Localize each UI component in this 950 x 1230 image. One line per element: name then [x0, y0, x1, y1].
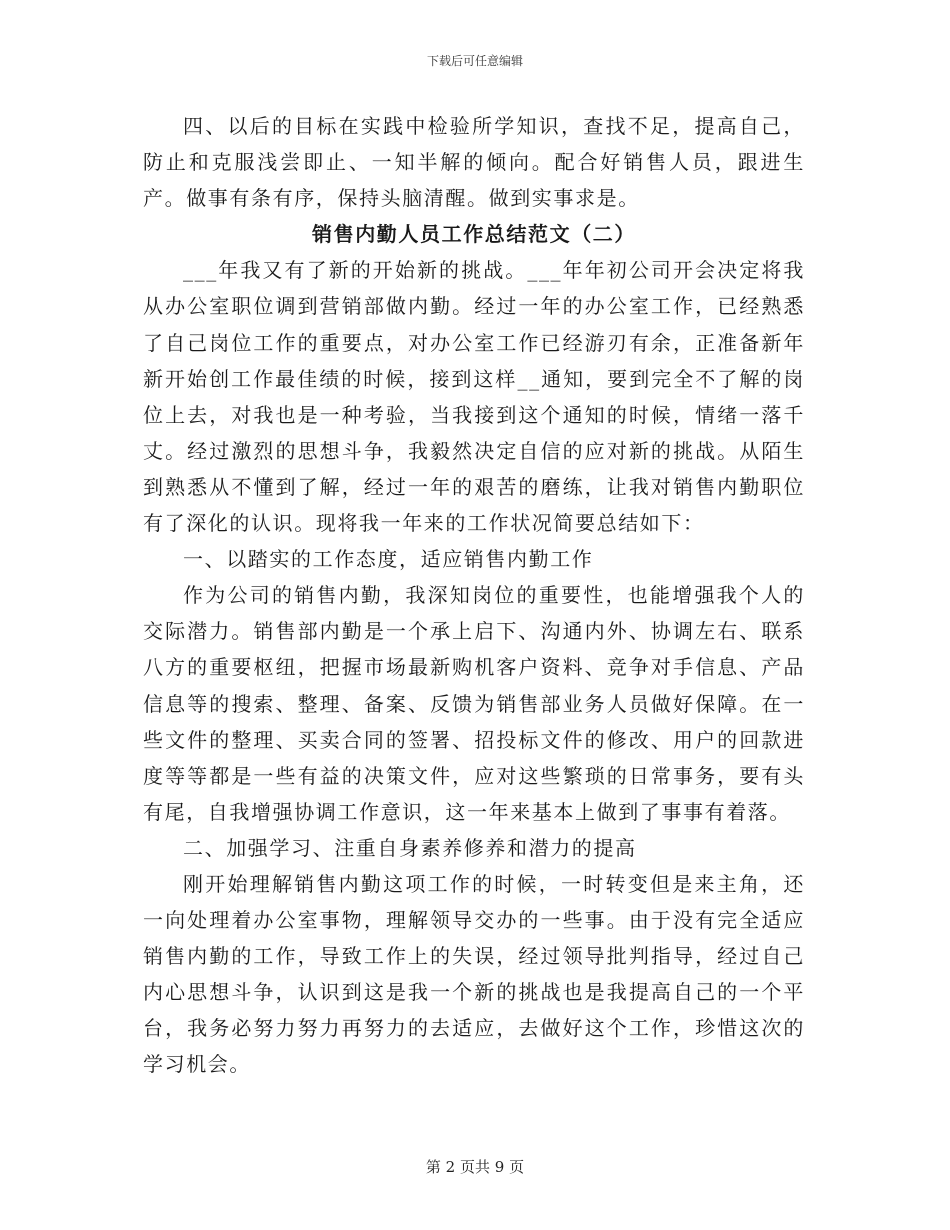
paragraph-role: 作为公司的销售内勤，我深知岗位的重要性，也能增强我个人的交际潜力。销售部内勤是一个承上启下、沟通内外、协调左右、联系八方的重要枢纽，把握市场最新购机客户资料、竞争对手信息、产品信息等的搜索、整理、备案、反馈为销售部业务人员做好保障。在一些文件的整理、买卖合同的签署、招投标文件的修改、用户的回款进度等等都是一些有益的决策文件，应对这些繁琐的日常事务，要有头有尾，自我增强协调工作意识，这一年来基本上做到了事事有着落。 — [143, 583, 805, 824]
page-footer: 第 2 页共 9 页 — [425, 1158, 525, 1176]
document-body — [143, 108, 805, 1083]
heading-one: 一、以踏实的工作态度，适应销售内勤工作 — [183, 547, 594, 572]
page-header: 下载后可任意编辑 — [426, 54, 523, 68]
section-title: 销售内勤人员工作总结范文（二） — [312, 222, 636, 247]
heading-two: 二、加强学习、注重自身素养修养和潜力的提高 — [183, 835, 637, 860]
paragraph-goals: 四、以后的目标在实践中检验所学知识，查找不足，提高自己，防止和克服浅尝即止、一知半解的倾向。配合好销售人员，跟进生产。做事有条有序，保持头脑清醒。做到实事求是。 — [143, 114, 805, 211]
paragraph-learning: 刚开始理解销售内勤这项工作的时候，一时转变但是来主角，还一向处理着办公室事物，理解领导交办的一些事。由于没有完全适应销售内勤的工作，导致工作上的失误，经过领导批判指导，经过自己内心思想斗争，认识到这是我一个新的挑战也是我提高自己的一个平台，我务必努力努力再努力的去适应，去做好这个工作，珍惜这次的学习机会。 — [143, 871, 805, 1077]
paragraph-intro: ___年我又有了新的开始新的挑战。___年年初公司开会决定将我从办公室职位调到营销部做内勤。经过一年的办公室工作，已经熟悉了自己岗位工作的重要点，对办公室工作已经游刃有余，正准备新年新开始创工作最佳绩的时候，接到这样__通知，要到完全不了解的岗位上去，对我也是一种考验，当我接到这个通知的时候，情绪一落千丈。经过激烈的思想斗争，我毅然决定自信的应对新的挑战。从陌生到熟悉从不懂到了解，经过一年的艰苦的磨练，让我对销售内勤职位有了深化的认识。现将我一年来的工作状况简要总结如下： — [143, 258, 805, 536]
